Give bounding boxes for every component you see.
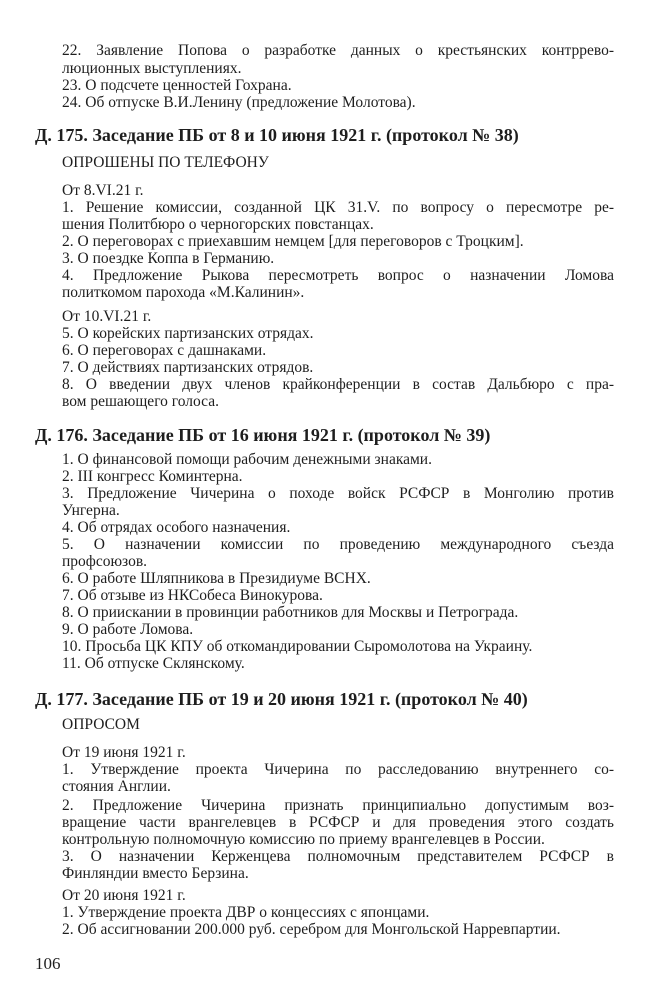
s176-item3-line1: 3. Предложение Чичерина о походе войск РСФСР в Монголию против	[62, 485, 614, 502]
s177-item1-line1: 1. Утверждение проекта Чичерина по расследованию внутреннего со-	[62, 761, 614, 778]
s175-item6: 6. О переговорах с дашнаками.	[62, 342, 267, 359]
top-item-22-line1: 22. Заявление Попова о разработке данных о крестьянских контррево-	[62, 42, 614, 59]
s175-item1-line1: 1. Решение комиссии, созданной ЦК 31.V. по вопросу о пересмотре ре-	[62, 199, 614, 216]
s176-item5-line2: профсоюзов.	[62, 553, 148, 570]
s175-item8-line1: 8. О введении двух членов крайконференции в состав Дальбюро с пра-	[62, 376, 614, 393]
s176-item10: 10. Просьба ЦК КПУ об откомандировании Сыромолотова на Украину.	[62, 638, 533, 655]
section-177-date1: От 19 июня 1921 г.	[62, 744, 186, 761]
section-175-date2: От 10.VI.21 г.	[62, 308, 152, 325]
s176-item2: 2. III конгресс Коминтерна.	[62, 468, 243, 485]
top-item-23: 23. О подсчете ценностей Гохрана.	[62, 77, 292, 94]
s177-item2-line2: вращение части врангелевцев в РСФСР и для проведения этого создать	[62, 814, 614, 831]
section-175-subheading: ОПРОШЕНЫ ПО ТЕЛЕФОНУ	[62, 154, 269, 171]
s176-item3-line2: Унгерна.	[62, 502, 120, 519]
s175-item4-line1: 4. Предложение Рыкова пересмотреть вопрос о назначении Ломова	[62, 267, 614, 284]
s177-item3-line2: Финляндии вместо Берзина.	[62, 865, 249, 882]
section-177-heading: Д. 177. Заседание ПБ от 19 и 20 июня 1921 г. (протокол № 40)	[35, 689, 528, 709]
s175-item8-line2: вом решающего голоса.	[62, 393, 219, 410]
s175-item3: 3. О поездке Коппа в Германию.	[62, 250, 275, 267]
s176-item9: 9. О работе Ломова.	[62, 621, 194, 638]
top-item-22-line2: люционных выступлениях.	[62, 60, 242, 77]
s176-item7: 7. Об отзыве из НКСобеса Винокурова.	[62, 587, 323, 604]
top-item-24: 24. Об отпуске В.И.Ленину (предложение Молотова).	[62, 94, 416, 111]
section-176-heading: Д. 176. Заседание ПБ от 16 июня 1921 г. (протокол № 39)	[35, 425, 491, 445]
s177-item2-line1: 2. Предложение Чичерина признать принципиально допустимым воз-	[62, 797, 614, 814]
s177-item2-line3: контрольную полномочную комиссию по приему врангелевцев в России.	[62, 831, 545, 848]
s177-item5: 2. Об ассигновании 200.000 руб. серебром для Монгольской Нарревпартии.	[62, 921, 561, 938]
s177-item3-line1: 3. О назначении Керженцева полномочным представителем РСФСР в	[62, 848, 614, 865]
section-175-heading: Д. 175. Заседание ПБ от 8 и 10 июня 1921 г. (протокол № 38)	[35, 125, 519, 145]
s176-item6: 6. О работе Шляпникова в Президиуме ВСНХ.	[62, 570, 371, 587]
s177-item4: 1. Утверждение проекта ДВР о концессиях с японцами.	[62, 904, 430, 921]
s175-item5: 5. О корейских партизанских отрядах.	[62, 325, 314, 342]
s176-item1: 1. О финансовой помощи рабочим денежными знаками.	[62, 451, 432, 468]
section-177-subheading: ОПРОСОМ	[62, 716, 140, 733]
s177-item1-line2: стояния Англии.	[62, 778, 171, 795]
s175-item2: 2. О переговорах с приехавшим немцем [для переговоров с Троцким].	[62, 233, 524, 250]
s176-item8: 8. О приискании в провинции работников для Москвы и Петрограда.	[62, 604, 519, 621]
s175-item7: 7. О действиях партизанских отрядов.	[62, 359, 314, 376]
s175-item1-line2: шения Политбюро о черногорских повстанцах.	[62, 216, 374, 233]
section-175-date1: От 8.VI.21 г.	[62, 182, 144, 199]
s176-item11: 11. Об отпуске Склянскому.	[62, 655, 245, 672]
page-number: 106	[35, 954, 61, 973]
s175-item4-line2: политкомом парохода «М.Калинин».	[62, 284, 305, 301]
s176-item5-line1: 5. О назначении комиссии по проведению международного съезда	[62, 536, 614, 553]
section-177-date2: От 20 июня 1921 г.	[62, 887, 186, 904]
s176-item4: 4. Об отрядах особого назначения.	[62, 519, 291, 536]
